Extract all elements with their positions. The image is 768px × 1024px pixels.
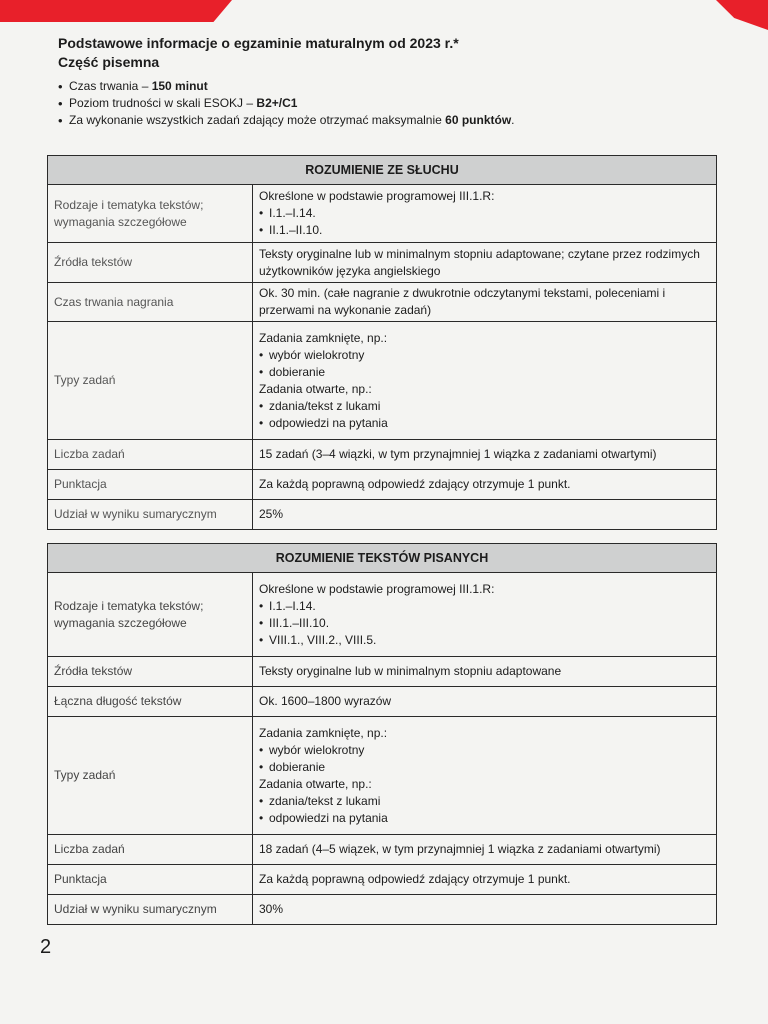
table-row	[48, 470, 717, 500]
row-label: Typy zadań	[48, 717, 253, 835]
table-row	[48, 895, 717, 925]
table-row	[48, 687, 717, 717]
row-value: 15 zadań (3–4 wiązki, w tym przynajmniej 1 wiązka z zadaniami otwartymi)	[253, 440, 717, 470]
row-value: 18 zadań (4–5 wiązek, w tym przynajmniej 1 wiązka z zadaniami otwartymi)	[253, 835, 717, 865]
row-value: 25%	[253, 500, 717, 530]
row-value: Ok. 1600–1800 wyrazów	[253, 687, 717, 717]
table-row	[48, 865, 717, 895]
table-row	[48, 322, 717, 440]
page-number: 2	[40, 936, 52, 958]
row-value: Teksty oryginalne lub w minimalnym stopniu adaptowane	[253, 657, 717, 687]
row-value: Zadania zamknięte, np.: • wybór wielokrotny • dobieranie Zadania otwarte, np.: • zdania/tekst z lukami • odpowiedzi na pytania	[253, 717, 717, 835]
listening-table-header: ROZUMIENIE ZE SŁUCHU	[48, 156, 717, 185]
row-label: Liczba zadań	[48, 440, 253, 470]
table-row	[48, 717, 717, 835]
row-value: 30%	[253, 895, 717, 925]
page-title: Podstawowe informacje o egzaminie maturalnym od 2023 r.*	[58, 35, 459, 51]
row-label: Punktacja	[48, 470, 253, 500]
intro-bullet-points: • Za wykonanie wszystkich zadań zdający może otrzymać maksymalnie 60 punktów.	[58, 112, 718, 129]
listening-table	[47, 155, 717, 530]
row-label: Rodzaje i tematyka tekstów; wymagania szczegółowe	[48, 573, 253, 657]
row-label: Liczba zadań	[48, 835, 253, 865]
intro-bullet-time: • Czas trwania – 150 minut	[58, 78, 718, 95]
row-label: Rodzaje i tematyka tekstów; wymagania szczegółowe	[48, 185, 253, 243]
row-label: Źródła tekstów	[48, 243, 253, 283]
table-row	[48, 573, 717, 657]
table-row	[48, 440, 717, 470]
row-value: Za każdą poprawną odpowiedź zdający otrzymuje 1 punkt.	[253, 470, 717, 500]
row-label: Udział w wyniku sumarycznym	[48, 895, 253, 925]
row-value: Określone w podstawie programowej III.1.R: • I.1.–I.14. • II.1.–II.10.	[253, 185, 717, 243]
row-label: Łączna długość tekstów	[48, 687, 253, 717]
table-row	[48, 283, 717, 322]
table-row	[48, 243, 717, 283]
row-label: Typy zadań	[48, 322, 253, 440]
table-row	[48, 835, 717, 865]
reading-table	[47, 543, 717, 925]
row-value: Teksty oryginalne lub w minimalnym stopniu adaptowane; czytane przez rodzimych użytkowników języka angielskiego	[253, 243, 717, 283]
row-value: Ok. 30 min. (całe nagranie z dwukrotnie odczytanymi tekstami, poleceniami i przerwami na wykonanie zadań)	[253, 283, 717, 322]
row-label: Źródła tekstów	[48, 657, 253, 687]
intro-bullet-list	[58, 78, 718, 129]
row-value: Za każdą poprawną odpowiedź zdający otrzymuje 1 punkt.	[253, 865, 717, 895]
row-value: Określone w podstawie programowej III.1.R: • I.1.–I.14. • III.1.–III.10. • VIII.1., VIII.2., VIII.5.	[253, 573, 717, 657]
red-corner-decoration-left	[0, 0, 232, 22]
page-subtitle: Część pisemna	[58, 54, 160, 70]
intro-bullet-level: • Poziom trudności w skali ESOKJ – B2+/C1	[58, 95, 718, 112]
row-label: Udział w wyniku sumarycznym	[48, 500, 253, 530]
red-corner-decoration-right	[716, 0, 768, 30]
table-row	[48, 657, 717, 687]
row-label: Czas trwania nagrania	[48, 283, 253, 322]
reading-table-header: ROZUMIENIE TEKSTÓW PISANYCH	[48, 544, 717, 573]
table-row	[48, 500, 717, 530]
row-label: Punktacja	[48, 865, 253, 895]
table-row	[48, 185, 717, 243]
row-value: Zadania zamknięte, np.: • wybór wielokrotny • dobieranie Zadania otwarte, np.: • zdania/tekst z lukami • odpowiedzi na pytania	[253, 322, 717, 440]
intro-section	[58, 34, 718, 129]
